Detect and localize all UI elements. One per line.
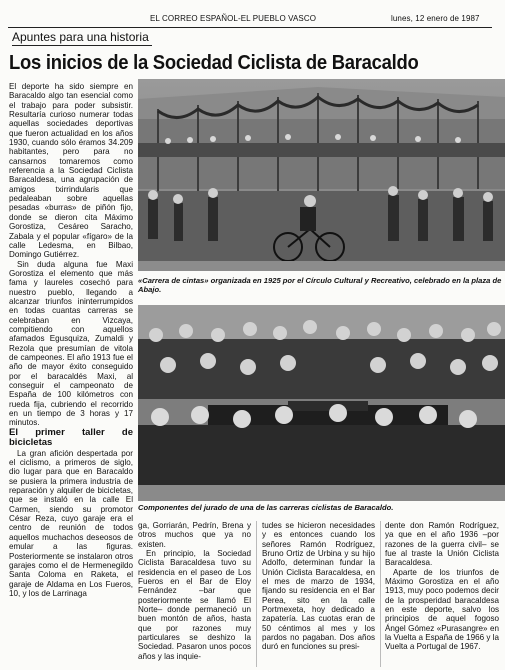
masthead-rule: [8, 27, 492, 28]
section-label: Apuntes para una historia: [12, 30, 152, 46]
paragraph: El deporte ha sido siempre en Baracaldo algo tan esencial como el trabajo para poder subsistir. Resultaría curioso numerar todas aquellas sociedades deportivas que fueron actualidad en los años 1930, cuando sólo éramos 34.209 habitantes, pero para no cansarnos tomaremos como referencia a la Sociedad Ciclista Baracaldesa, una agrupación de amigos txirrindularis que pedaleaban sobre aquellas pesadas «burras» de piñón fijo, donde se dieron cita Máximo Gorostiza, Cesáreo Saracho, Zabala y el popular «fígaro» de la calle Ledesma, en Bilbao, Domingo Gutiérrez.: [9, 82, 133, 260]
paragraph: En principio, la Sociedad Ciclista Baracaldesa tuvo su residencia en el paseo de Los Fueros en el Bar de Eloy Fernández –bar que posteriormente se llamó El Norte– donde permaneció un buen montón de años, hasta que por razones muy particulares se deshizo la Sociedad. Pasaron unos pocos años y las inquie-: [138, 549, 251, 661]
paragraph: Sin duda alguna fue Maxi Gorostiza el elemento que más fama y laureles cosechó para nuestro pueblo, llegando a alcanzar triunfos ininterrumpidos en todas cuantas carreras se celebraban en Vizcaya, compitiendo con aquellos afamados Egusquiza, Zumaldi y Rezola que presumían de vitola de campeones. El año 1913 fue el año de mayor éxito conseguido por el baracaldés Maxi, al conseguir el campeonato de España de 100 kilómetros con rueda fija, cubriendo el recorrido en un tiempo de 3 horas y 17 minutos.: [9, 259, 133, 428]
issue-date: lunes, 12 enero de 1987: [391, 14, 480, 23]
column-divider: [256, 521, 257, 667]
article-column-2: [138, 521, 251, 667]
paragraph: Aparte de los triunfos de Máximo Gorostiza en el año 1913, muy poco podemos decir de la prosperidad baracaldesa en este deporte, salvo los principios de aquel fogoso Ángel Gómez «Purasangre» en la Vuelta a España de 1966 y la Vuelta a Portugal de 1967.: [385, 567, 499, 652]
paragraph: tudes se hicieron necesidades y es entonces cuando los señores Ramón Rodríguez, Bruno Ortiz de Urbina y su hijo Adolfo, determinan fundar la Unión Ciclista Baracaldesa, en el mes de marzo de 1934, fijando su residencia en el Bar Perea, sito en la calle Portmexeta, hoy dedicado a zapatería. Las cuotas eran de 50 céntimos al mes y los pardos no pagaban. Dos años duró en funciones su presi-: [262, 521, 375, 652]
newspaper-name: EL CORREO ESPAÑOL-EL PUEBLO VASCO: [150, 14, 317, 23]
subheading: El primer taller de bicicletas: [9, 426, 133, 449]
jury-photo: [138, 305, 505, 501]
masthead: [0, 14, 505, 26]
article-column-3: [262, 521, 375, 667]
race-photo: [138, 79, 505, 271]
article-headline: Los inicios de la Sociedad Ciclista de Baracaldo: [9, 51, 419, 74]
paragraph: dente don Ramón Rodríguez, ya que en el año 1936 –por razones de la guerra civil– se fue al traste la Unión Ciclista Baracaldesa.: [385, 521, 499, 568]
article-column-1: [9, 82, 133, 664]
paragraph: La gran afición despertada por el ciclismo, a primeros de siglo, dio lugar para que en Baracaldo se pusiera la primera industria de reparación y alquiler de bicicletas, que se instaló en la calle El Carmen, siendo su promotor César Reza, cuyo garaje era el centro de reunión de todos aquellos muchachos deseosos de emular a las figuras. Posteriormente se instalaron otros garajes como el de Hermenegildo Santa Coloma en Raketa, el garaje de Aldama en Los Fueros, 10, y los de Larrinaga: [9, 448, 133, 598]
photo-caption: Componentes del jurado de una de las carreras ciclistas de Baracaldo.: [138, 503, 394, 512]
column-divider: [380, 521, 381, 667]
photo-caption: «Carrera de cintas» organizada en 1925 por el Círculo Cultural y Recreativo, celebrado en la plaza de Abajo.: [138, 276, 502, 294]
article-column-4: [385, 521, 499, 667]
paragraph: ga, Gorriarán, Pedrín, Brena y otros muchos que ya no existen.: [138, 521, 251, 549]
